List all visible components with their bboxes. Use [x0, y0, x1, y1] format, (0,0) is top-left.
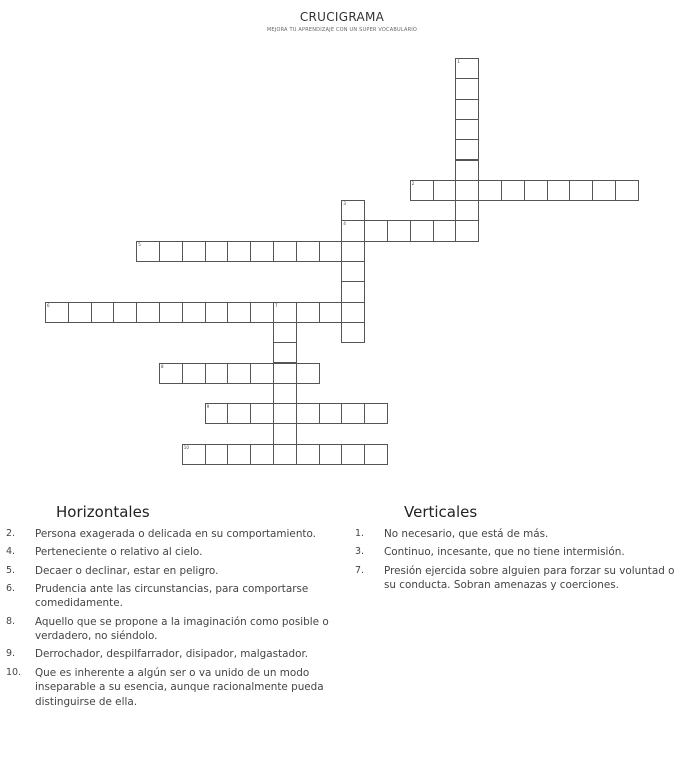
clue-number: 1.: [355, 528, 365, 539]
clue-number: 3.: [355, 546, 365, 558]
grid-cell[interactable]: [136, 241, 160, 262]
grid-cell[interactable]: [273, 383, 297, 404]
grid-cell[interactable]: [159, 363, 183, 384]
cell-number: 7: [275, 302, 278, 308]
clue-item: [6, 582, 336, 611]
grid-cell[interactable]: [296, 444, 320, 465]
clue-number: 9.: [6, 648, 16, 660]
grid-cell[interactable]: [296, 403, 320, 424]
grid-cell[interactable]: [205, 302, 229, 323]
grid-cell[interactable]: [319, 403, 343, 424]
grid-cell[interactable]: [227, 241, 251, 262]
grid-cell[interactable]: [227, 302, 251, 323]
clue-item: [6, 666, 336, 710]
clue-text: No necesario, que está de más.: [384, 528, 549, 540]
grid-cell[interactable]: [455, 78, 479, 99]
cell-number: 6: [47, 302, 50, 308]
grid-cell[interactable]: [273, 302, 297, 323]
grid-cell[interactable]: [227, 363, 251, 384]
grid-cell[interactable]: [273, 241, 297, 262]
clue-item: [6, 527, 336, 542]
cell-number: 9: [206, 404, 210, 410]
grid-cell[interactable]: [159, 241, 183, 262]
grid-cell[interactable]: [341, 220, 365, 241]
grid-cell[interactable]: [455, 200, 479, 221]
cell-number: 1: [457, 59, 460, 64]
grid-cell[interactable]: [524, 180, 548, 201]
grid-cell[interactable]: [387, 220, 411, 241]
clue-text: Derrochador, despilfarrador, disipador, malgastador.: [35, 648, 309, 661]
clue-text: Presión ejercida sobre alguien para forzar su voluntad o su conducta. Sobran amenazas y coerciones.: [384, 564, 675, 592]
cell-number: 8: [161, 363, 164, 369]
grid-cell[interactable]: [273, 322, 297, 343]
grid-cell[interactable]: [182, 302, 206, 323]
grid-cell[interactable]: [433, 220, 457, 241]
page-subtitle: MEJORA TU APRENDIZAJE CON UN SUPER VOCABULARIO: [266, 27, 418, 33]
grid-cell[interactable]: [410, 220, 434, 241]
horizontales-heading: Horizontales: [56, 503, 150, 521]
grid-cell[interactable]: [182, 241, 206, 262]
grid-cell[interactable]: [410, 180, 434, 201]
grid-cell[interactable]: [341, 302, 365, 323]
grid-cell[interactable]: [341, 322, 365, 343]
grid-cell[interactable]: [296, 302, 320, 323]
clue-text: Que es inherente a algún ser o va unido de un modo inseparable a su esencia, aunque racionalmente pueda distinguirse de ella.: [35, 666, 324, 708]
grid-cell[interactable]: [501, 180, 525, 201]
grid-cell[interactable]: [182, 363, 206, 384]
clue-number: 8.: [6, 615, 16, 627]
grid-cell[interactable]: [319, 302, 343, 323]
grid-cell[interactable]: [205, 363, 229, 384]
grid-cell[interactable]: [615, 180, 639, 201]
clue-number: 7.: [355, 564, 365, 576]
grid-cell[interactable]: [319, 444, 343, 465]
grid-cell[interactable]: [68, 302, 92, 323]
clue-item: [355, 564, 680, 593]
grid-cell[interactable]: [205, 241, 229, 262]
grid-cell[interactable]: [296, 363, 320, 384]
grid-cell[interactable]: [205, 444, 229, 465]
clue-item: [6, 615, 336, 644]
cell-number: 3: [343, 201, 346, 207]
clue-number: 6.: [6, 582, 16, 594]
page-title: CRUCIGRAMA: [299, 10, 385, 24]
grid-cell[interactable]: [341, 241, 365, 262]
clue-text: Persona exagerada o delicada en su comportamiento.: [35, 528, 316, 540]
clue-number: 10.: [6, 666, 22, 678]
grid-cell[interactable]: [433, 180, 457, 201]
grid-cell[interactable]: [341, 200, 365, 221]
grid-cell[interactable]: [455, 99, 479, 120]
grid-cell[interactable]: [182, 444, 206, 465]
clue-item: [6, 647, 336, 662]
grid-cell[interactable]: [364, 403, 388, 424]
grid-cell[interactable]: [273, 363, 297, 384]
grid-cell[interactable]: [250, 363, 274, 384]
clue-item: [355, 545, 680, 560]
clue-number: 5.: [6, 564, 16, 576]
grid-cell[interactable]: [341, 281, 365, 302]
grid-cell[interactable]: [455, 180, 479, 201]
grid-cell[interactable]: [341, 261, 365, 282]
grid-cell[interactable]: [273, 423, 297, 444]
cell-number: 5: [138, 241, 141, 247]
grid-cell[interactable]: [250, 444, 274, 465]
clue-item: [6, 545, 336, 560]
grid-cell[interactable]: [205, 403, 229, 424]
cell-number: 4: [343, 221, 346, 227]
grid-cell[interactable]: [455, 220, 479, 241]
grid-cell[interactable]: [45, 302, 69, 323]
clue-text: Perteneciente o relativo al cielo.: [35, 546, 203, 559]
grid-cell[interactable]: [364, 220, 388, 241]
grid-cell[interactable]: [478, 180, 502, 201]
grid-cell[interactable]: [227, 444, 251, 465]
verticales-heading: Verticales: [404, 503, 478, 521]
clue-text: Aquello que se propone a la imaginación como posible o verdadero, no siéndolo.: [35, 615, 329, 643]
grid-cell[interactable]: [592, 180, 616, 201]
grid-cell[interactable]: [159, 302, 183, 323]
grid-cell[interactable]: [250, 241, 274, 262]
grid-cell[interactable]: [455, 119, 479, 140]
clue-item: [355, 527, 680, 542]
grid-cell[interactable]: [227, 403, 251, 424]
grid-cell[interactable]: [136, 302, 160, 323]
horizontales-clue-list: [6, 527, 336, 713]
grid-cell[interactable]: [455, 160, 479, 181]
grid-cell[interactable]: [569, 180, 593, 201]
grid-cell[interactable]: [250, 302, 274, 323]
grid-cell[interactable]: [455, 58, 479, 79]
grid-cell[interactable]: [341, 444, 365, 465]
clue-item: [6, 564, 336, 579]
grid-cell[interactable]: [341, 403, 365, 424]
clue-text: Decaer o declinar, estar en peligro.: [35, 564, 219, 577]
clue-text: Continuo, incesante, que no tiene intermisión.: [384, 546, 625, 559]
clue-number: 4.: [6, 546, 16, 558]
grid-cell[interactable]: [273, 403, 297, 424]
cell-number: 2: [411, 180, 415, 186]
clue-number: 2.: [6, 528, 16, 539]
grid-cell[interactable]: [113, 302, 137, 323]
clue-text: Prudencia ante las circunstancias, para comportarse comedidamente.: [35, 582, 309, 610]
grid-cell[interactable]: [273, 444, 297, 465]
verticales-clue-list: [355, 527, 680, 596]
grid-cell[interactable]: [296, 241, 320, 262]
grid-cell[interactable]: [319, 241, 343, 262]
grid-cell[interactable]: [364, 444, 388, 465]
grid-cell[interactable]: [250, 403, 274, 424]
grid-cell[interactable]: [547, 180, 571, 201]
cell-number: 10: [183, 444, 189, 450]
grid-cell[interactable]: [273, 342, 297, 363]
grid-cell[interactable]: [91, 302, 115, 323]
grid-cell[interactable]: [455, 139, 479, 160]
